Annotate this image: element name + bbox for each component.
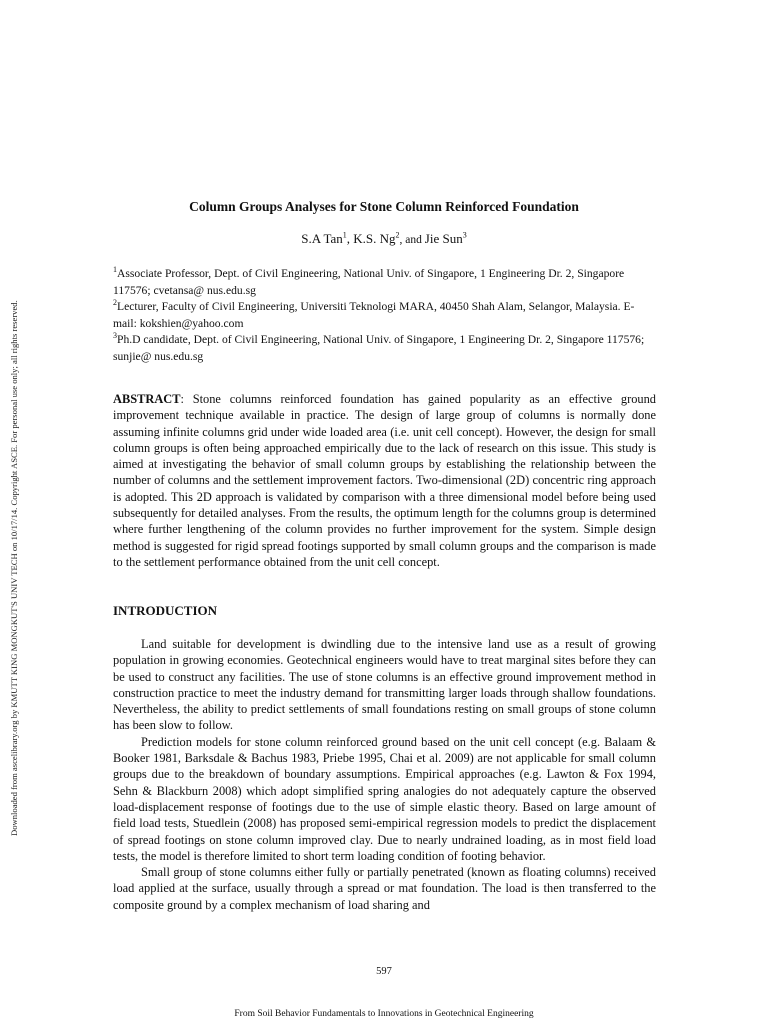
download-notice: Downloaded from ascelibrary.org by KMUTT KING MONGKUT'S UNIV TECH on 10/17/14. Copyright ASCE. For personal use only; all rights reserved. bbox=[9, 300, 19, 836]
author-separator: , bbox=[346, 231, 354, 246]
author-separator: , and bbox=[399, 234, 425, 246]
affiliation-item bbox=[113, 299, 658, 332]
affiliation-text: Lecturer, Faculty of Civil Engineering, Universiti Teknologi MARA, 40450 Shah Alam, Selangor, Malaysia. E-mail: kokshien@yahoo.com bbox=[113, 300, 635, 330]
paper-title: Column Groups Analyses for Stone Column Reinforced Foundation bbox=[189, 199, 579, 214]
affiliation-text: Ph.D candidate, Dept. of Civil Engineering, National Univ. of Singapore, 1 Engineering Dr. 2, Singapore 117576; sunjie@ nus.edu.sg bbox=[113, 333, 645, 363]
affiliation-superscript: 3 bbox=[113, 331, 117, 341]
affiliation-superscript: 1 bbox=[113, 265, 117, 275]
author-name: S.A Tan bbox=[301, 231, 343, 246]
abstract-text: : Stone columns reinforced foundation has gained popularity as an effective ground improvement technique available in practice. The design of large group of columns is normally done assuming infinite columns grid under wide loaded area (i.e. unit cell concept). However, the design for small column groups is often being approached empirically due to the lack of research on this issue. This study is aimed at investigating the behavior of small column groups by establishing the relationship between the number of columns and the settlement improvement factors. Two-dimensional (2D) concentric ring approach is adopted. This 2D approach is validated by comparison with a three dimensional model before being used subsequently for detailed analyses. From the results, the optimum length for the columns group is determined where further lengthening of the column provides no further improvement for the system. Simple design method is suggested for rigid spread footings supported by small column groups and the comparison is made to the settlement performance obtained from the unit cell concept. bbox=[113, 392, 656, 569]
affiliation-superscript: 2 bbox=[113, 298, 117, 308]
author-name: Jie Sun bbox=[424, 231, 463, 246]
author-name: K.S. Ng bbox=[353, 231, 396, 246]
author-superscript: 2 bbox=[395, 230, 400, 240]
introduction-body bbox=[113, 636, 656, 913]
page-footer: From Soil Behavior Fundamentals to Innovations in Geotechnical Engineering bbox=[234, 1009, 534, 1019]
abstract-paragraph bbox=[113, 391, 656, 570]
body-paragraph: Prediction models for stone column reinforced ground based on the unit cell concept (e.g. Balaam & Booker 1981, Barksdale & Bachus 1983, Priebe 1995, Chai et al. 2009) are not applicable for small column groups due to the breakdown of boundary assumptions. Empirical approaches (e.g. Lawton & Fox 1994, Sehn & Blackburn 2008) which adopt simplified spring analogies do not adequately capture the observed load-displacement response of footings due to the use of simple elastic theory. Based on large amount of field load tests, Stuedlein (2008) has proposed semi-empirical regression models to predict the displacement of spread footings on stone column improved clay. Due to nearly undrained loading, as in most field load tests, the model is therefore limited to short term loading condition of footing behavior. bbox=[113, 734, 656, 863]
body-paragraph: Land suitable for development is dwindling due to the intensive land use as a result of growing population in growing economies. Geotechnical engineers would have to treat marginal sites before they can be used to construct any facilities. The use of stone columns is an effective ground improvement method in construction practice to meet the industry demand for transmitting larger loads through shallow foundations. Nevertheless, the ability to predict settlements of small foundations resting on small groups of stone column has been slow to follow. bbox=[113, 637, 656, 733]
author-line bbox=[0, 231, 768, 247]
affiliation-text: Associate Professor, Dept. of Civil Engineering, National Univ. of Singapore, 1 Engineering Dr. 2, Singapore 117576; cvetansa@ nus.edu.sg bbox=[113, 267, 625, 297]
section-heading: INTRODUCTION bbox=[113, 603, 218, 618]
body-paragraph: Small group of stone columns either fully or partially penetrated (known as floating columns) received load applied at the surface, usually through a spread or mat foundation. The load is then transferred to the composite ground by a complex mechanism of load sharing and bbox=[113, 865, 656, 912]
author-superscript: 1 bbox=[342, 230, 347, 240]
affiliations-block bbox=[113, 266, 658, 366]
page-number: 597 bbox=[376, 966, 392, 977]
abstract-label: ABSTRACT bbox=[113, 392, 181, 406]
affiliation-item bbox=[113, 332, 658, 365]
author-superscript: 3 bbox=[462, 230, 467, 240]
affiliation-item bbox=[113, 266, 658, 299]
